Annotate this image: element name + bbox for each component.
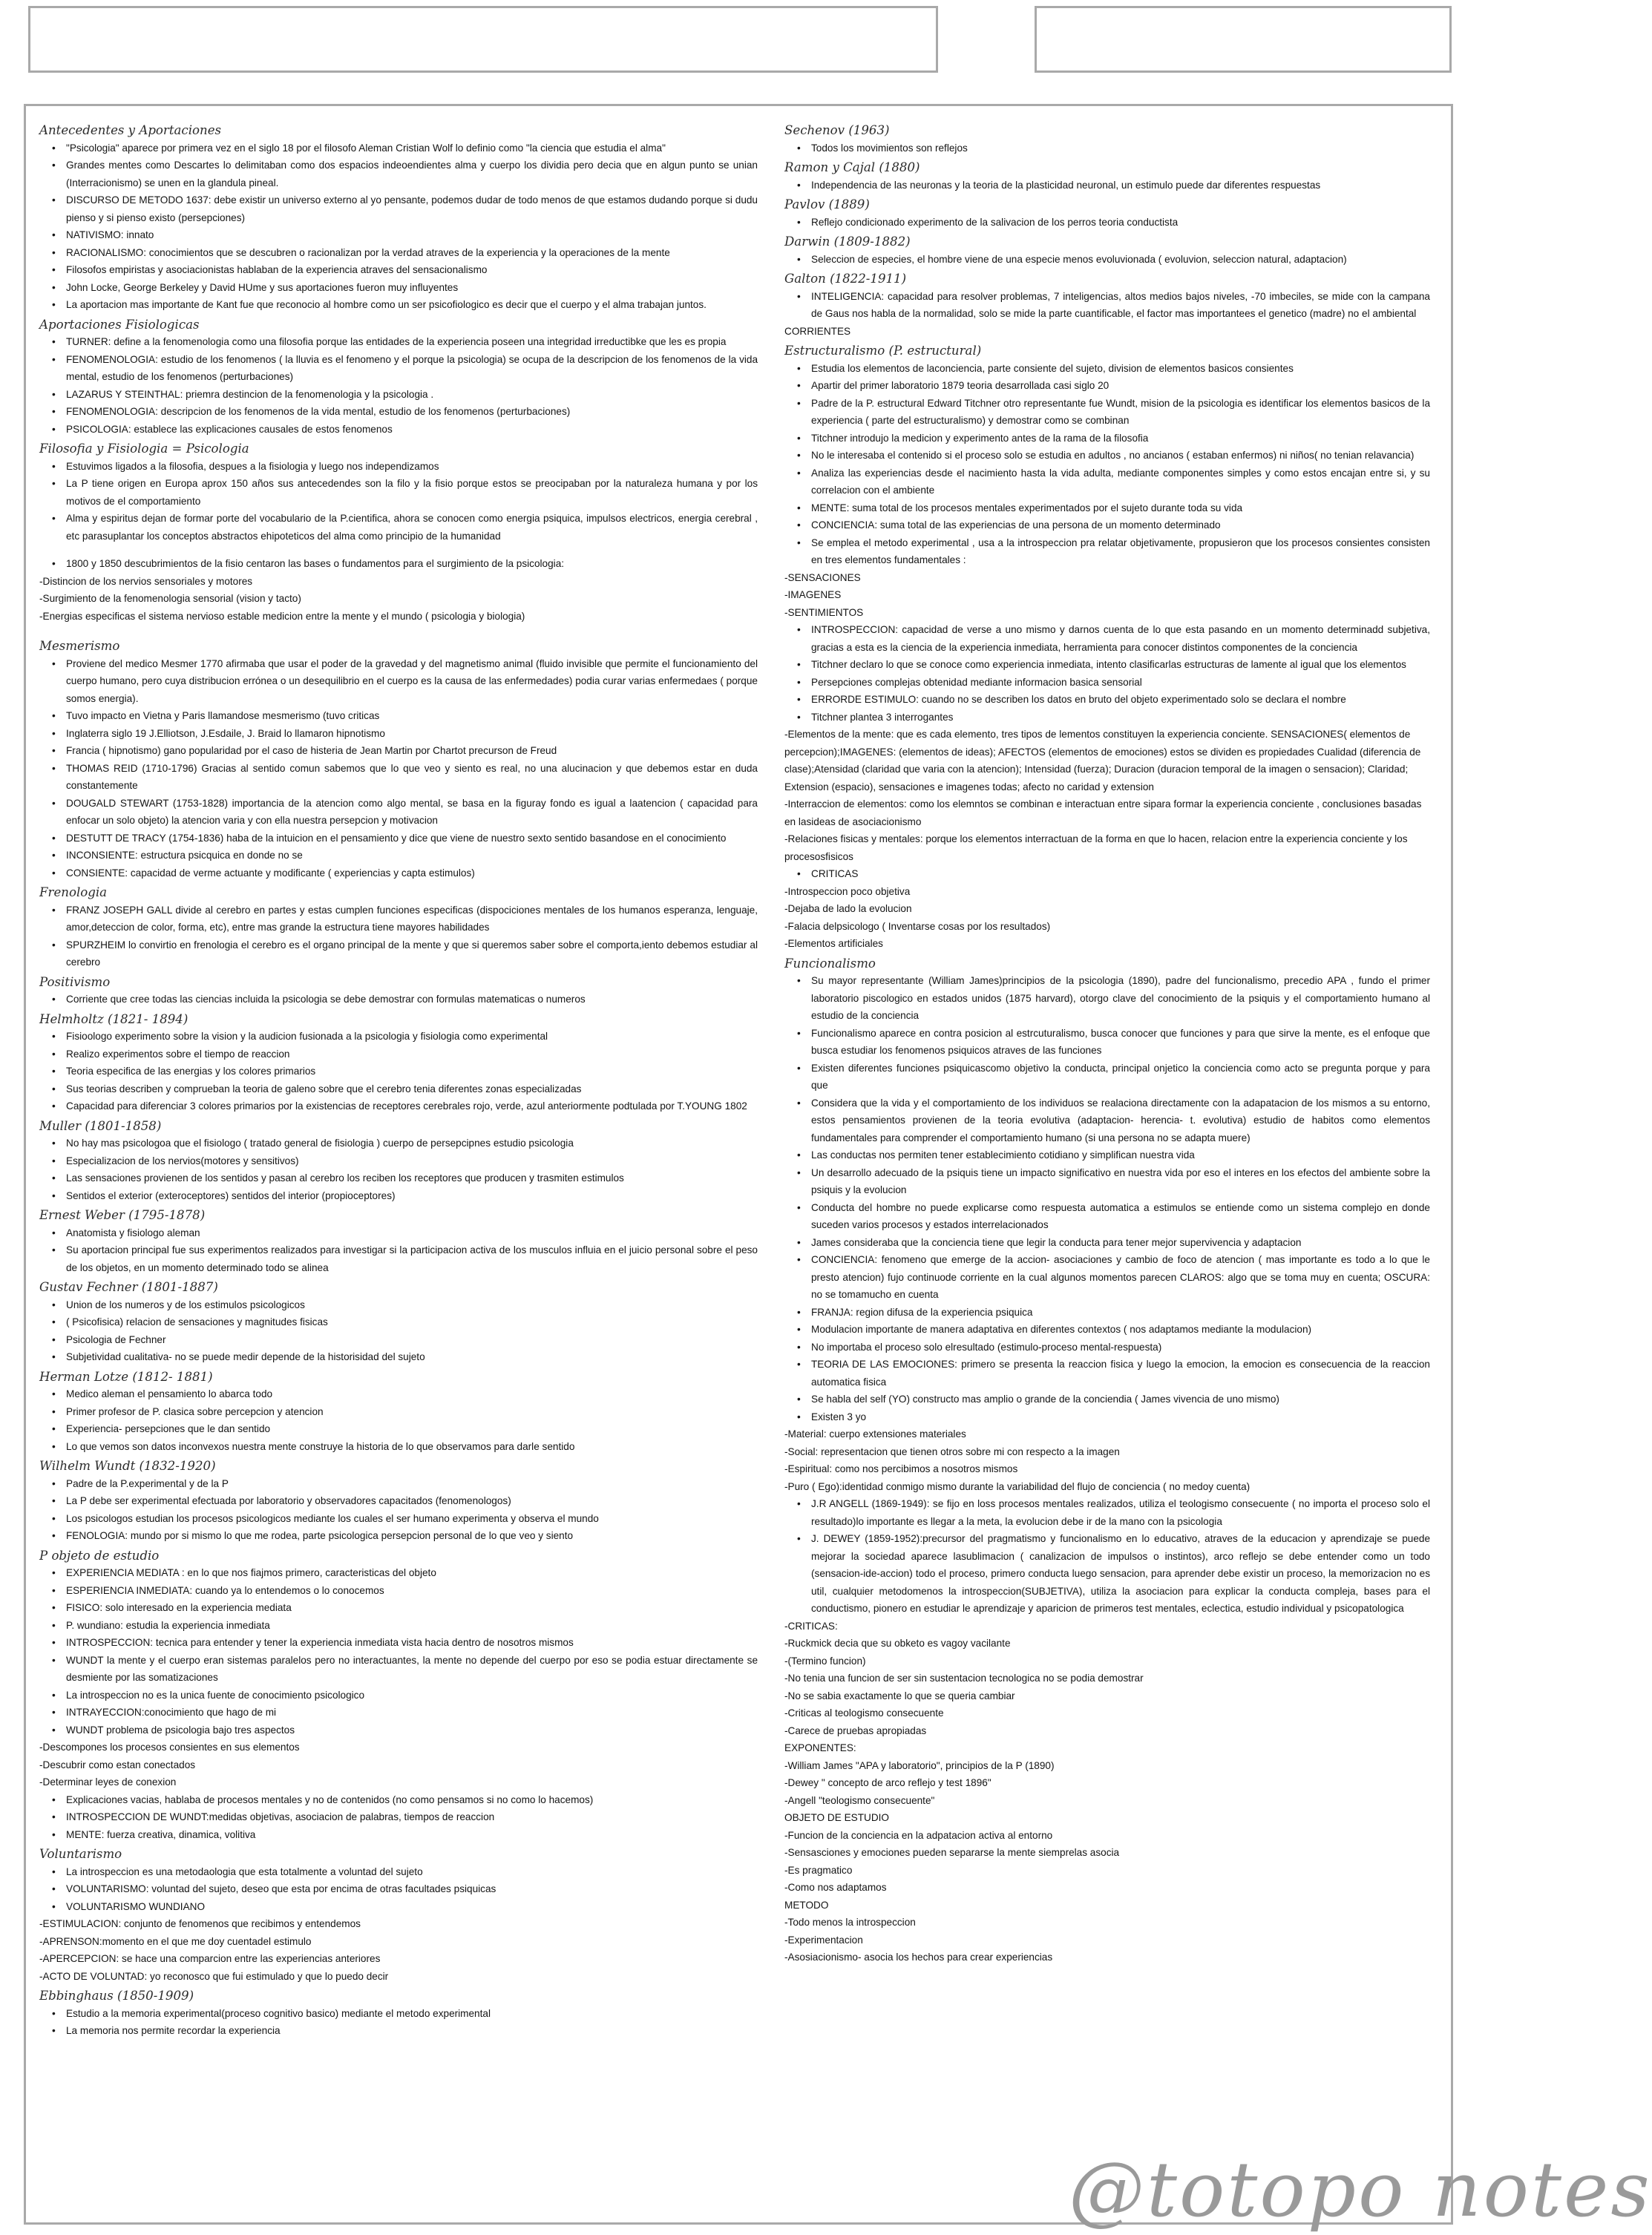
text-line: -Falacia delpsicologo ( Inventarse cosas por los resultados) (784, 920, 1051, 932)
section-heading: Ebbinghaus (1850-1909) (39, 1989, 194, 2003)
bullet-item: • La memoria nos permite recordar la experiencia (39, 2022, 758, 2040)
text-line: -APRENSON:momento en el que me doy cuentadel estimulo (39, 1935, 312, 1947)
spacer (39, 545, 758, 555)
bullet-item: • "Psicologia" aparece por primera vez en el siglo 18 por el filosofo Aleman Cristian Wolf lo definio como "la ciencia que estudia el alma" (39, 140, 758, 157)
bullet-item: • FENOLOGIA: mundo por si mismo lo que me rodea, parte psicologica persepcion personal de lo que veo y siento (39, 1527, 758, 1545)
bullet-item: • ESPERIENCIA INMEDIATA: cuando ya lo entendemos o lo conocemos (39, 1582, 758, 1600)
bullet-item: • PSICOLOGIA: establece las explicaciones causales de estos fenomenos (39, 421, 758, 439)
text-line: -ACTO DE VOLUNTAD: yo reconosco que fui estimulado y que lo puedo decir (39, 1970, 389, 1982)
text-line: -Elementos de la mente: que es cada elemento, tres tipos de lementos constituyen la experiencia conciente. SENSACIONES( elementos de percepcion);IMAGENES: (elementos de ideas); AFECTOS (elementos de emociones) estos se dividen es propiedades Cualidad (diferencia de clase);Atensidad (claridad que varia con la atencion); Intensidad (fuerza); Duracion (duracion temporal de la imagen o sensacion); Claridad; Extension (espacio), sensaciones e imagenes todas; afecto no caridad y extension (784, 729, 1421, 792)
text-line: -Funcion de la conciencia en la adpatacion activa al entorno (784, 1829, 1053, 1841)
text-line: -Dejaba de lado la evolucion (784, 903, 912, 914)
text-line: -APERCEPCION: se hace una comparcion entre las experiencias anteriores (39, 1953, 381, 1964)
bullet-item: • Teoria especifica de las energias y los colores primarios (39, 1063, 758, 1080)
section-heading: Funcionalismo (784, 956, 876, 971)
bullet-item: • Corriente que cree todas las ciencias incluida la psicologia se debe demostrar con formulas matematicas o numeros (39, 991, 758, 1008)
bullet-item: • Realizo experimentos sobre el tiempo de reaccion (39, 1046, 758, 1063)
bullet-item: • INTRAYECCION:conocimiento que hago de mi (39, 1704, 758, 1722)
bullet-item: • Inglaterra siglo 19 J.Elliotson, J.Esdaile, J. Braid lo llamaron hipnotismo (39, 725, 758, 743)
bullet-item: • Los psicologos estudian los procesos psicologicos mediante los cuales el ser humano experimenta y observa el mundo (39, 1510, 758, 1528)
bullet-item: • FENOMENOLOGIA: descripcion de los fenomenos de la vida mental, estudio de los fenomenos (perturbaciones) (39, 403, 758, 421)
section-heading: Wilhelm Wundt (1832-1920) (39, 1459, 216, 1473)
section-heading: Galton (1822-1911) (784, 272, 907, 286)
bullet-item: • Filosofos empiristas y asociacionistas hablaban de la experiencia atraves del sensacionalismo (39, 261, 758, 279)
bullet-item: • Sus teorias describen y comprueban la teoria de galeno sobre que el cerebro tenia diferentes zonas especializadas (39, 1080, 758, 1098)
text-line: -Energias especificas el sistema nervioso estable medicion entre la mente y el mundo ( psicologia y biologia) (39, 610, 525, 622)
bullet-item: • WUNDT problema de psicologia bajo tres aspectos (39, 1722, 758, 1739)
bullet-item: • TURNER: define a la fenomenologia como una filosofia porque las entidades de la experiencia poseen una integridad irreductibke que les es propia (39, 333, 758, 351)
text-line: -Sensasciones y emociones pueden separarse la mente siemprelas asocia (784, 1847, 1120, 1858)
bullet-item: • INTELIGENCIA: capacidad para resolver problemas, 7 inteligencias, altos medios bajos niveles, -70 imbeciles, se mide con la campana de Gaus nos habla de la normalidad, solo se mide la parte cuantificable, el factor mas importantees el genetico (madre) no el ambiental (784, 288, 1430, 323)
bullet-item: • Lo que vemos son datos inconvexos nuestra mente construye la historia de lo que observamos para darle sentido (39, 1438, 758, 1456)
bullet-item: • FRANZ JOSEPH GALL divide al cerebro en partes y estas cumplen funciones especificas (dispociciones mentales de los humanos esperanza, lenguaje, amor,deteccion de color, forma, etc), entre mas grande la estructura tiene mayores habilidades (39, 902, 758, 936)
text-line: -Criticas al teologismo consecuente (784, 1707, 944, 1719)
bullet-item: • Medico aleman el pensamiento lo abarca todo (39, 1385, 758, 1403)
section-heading: Aportaciones Fisiologicas (39, 317, 200, 332)
bullet-item: • La P tiene origen en Europa aprox 150 años sus antecedendes son la filo y la fisio porque estos se preocipaban por la naturaleza humana y por los motivos de el comportamiento (39, 475, 758, 510)
bullet-item: • Persepciones complejas obtenidad mediante informacion basica sensorial (784, 674, 1430, 692)
bullet-item: • Estudia los elementos de laconciencia, parte consiente del sujeto, division de elementos basicos consientes (784, 360, 1430, 378)
bullet-item: • La aportacion mas importante de Kant fue que reconocio al hombre como un ser psicofiologico es decir que el cuerpo y el alma trabajan juntos. (39, 296, 758, 314)
bullet-item: • DESTUTT DE TRACY (1754-1836) haba de la intuicion en el pensamiento y dice que viene de nuestro sexto sentido basandose en el conocimiento (39, 830, 758, 847)
bullet-item: • Padre de la P. estructural Edward Titchner otro representante fue Wundt, mision de la psicologia es identificar los elementos basicos de la experiencia ( parte del estructuralismo) y demostrar como se combinan (784, 395, 1430, 430)
text-line: -Descompones los procesos consientes en sus elementos (39, 1742, 300, 1753)
text-line: -William James "APA y laboratorio", principios de la P (1890) (784, 1759, 1055, 1771)
bullet-item: • VOLUNTARISMO WUNDIANO (39, 1898, 758, 1916)
section-heading: Voluntarismo (39, 1847, 122, 1861)
bullet-item: • No hay mas psicologoa que el fisiologo ( tratado general de fisiologia ) cuerpo de persepcipnes estudio psicologia (39, 1135, 758, 1152)
bullet-item: • Funcionalismo aparece en contra posicion al estrcuturalismo, busca conocer que funciones y para que sirve la mente, es el enfoque que busca estudiar los fenomenos psiquicos atraves de las funciones (784, 1025, 1430, 1060)
text-line: -Es pragmatico (784, 1864, 853, 1876)
bullet-item: • Titchner introdujo la medicion y experimento antes de la rama de la filosofia (784, 430, 1430, 447)
section-heading: Helmholtz (1821- 1894) (39, 1011, 189, 1026)
bullet-item: • Las conductas nos permiten tener establecimiento cotidiano y simplifican nuestra vida (784, 1146, 1430, 1164)
bullet-item: • ( Psicofisica) relacion de sensaciones y magnitudes fisicas (39, 1313, 758, 1331)
bullet-item: • Titchner plantea 3 interrogantes (784, 709, 1430, 726)
section-heading: Ernest Weber (1795-1878) (39, 1208, 206, 1222)
bullet-item: • WUNDT la mente y el cuerpo eran sistemas paralelos pero no interactuantes, la mente no depende del cuerpo por eso se podia estuar directamente se desmiente por las somatizaciones (39, 1652, 758, 1687)
bullet-item: • Modulacion importante de manera adaptativa en diferentes contextos ( nos adaptamos mediante la modulacion) (784, 1321, 1430, 1339)
bullet-item: • Capacidad para diferenciar 3 colores primarios por la existencias de receptores cerebrales rojo, verde, azul anteriormente podtulada por T.YOUNG 1802 (39, 1097, 758, 1115)
bullet-item: • Primer profesor de P. clasica sobre percepcion y atencion (39, 1403, 758, 1421)
bullet-item: • DOUGALD STEWART (1753-1828) importancia de la atencion como algo mental, se basa en la figuray fondo es igual a laatencion ( capacidad para enfocar un solo objeto) la atencion varia y con ella nuestra persepcion y motivacion (39, 795, 758, 830)
bullet-item: • Fisioologo experimento sobre la vision y la audicion fusionada a la psicologia y fisiologia como experimental (39, 1028, 758, 1046)
bullet-item: • La introspeccion es una metodaologia que esta totalmente a voluntad del sujeto (39, 1863, 758, 1881)
text-line: -Dewey " concepto de arco reflejo y test 1896" (784, 1777, 991, 1788)
bullet-item: • J.R ANGELL (1869-1949): se fijo en loss procesos mentales realizados, utiliza el teologismo consecuente ( no importa el proceso solo el resultado)lo importante es llegar a la meta, la evolucion debe ir de la mano con la psicologia (784, 1495, 1430, 1530)
text-line: -SENSACIONES (784, 571, 861, 583)
section-heading: Positivismo (39, 974, 111, 989)
section-heading: Muller (1801-1858) (39, 1118, 162, 1133)
bullet-item: • Psicologia de Fechner (39, 1331, 758, 1349)
bullet-item: • FENOMENOLOGIA: estudio de los fenomenos ( la lluvia es el fenomeno y el porque la psicologia) se ocupa de la descripcion de los fenomenos de la vida mental, estudio de los fenomenos (perturbaciones) (39, 351, 758, 386)
bullet-item: • NATIVISMO: innato (39, 226, 758, 244)
bullet-item: • Estuvimos ligados a la filosofia, despues a la fisiologia y luego nos independizamos (39, 458, 758, 476)
bullet-item: • Independencia de las neuronas y la teoria de la plasticidad neuronal, un estimulo puede dar diferentes respuestas (784, 177, 1430, 194)
section-heading: Estructuralismo (P. estructural) (784, 344, 982, 358)
text-line: -Espiritual: como nos percibimos a nosotros mismos (784, 1463, 1018, 1474)
bullet-item: • J. DEWEY (1859-1952):precursor del pragmatismo y funcionalismo en lo educativo, atraves de la educacion y aprendizaje se puede mejorar la sociedad aparece lasublimacion ( canalizacion de impulsos o instintos), arco reflejo se debe entender como un todo (sensacion-ide-accion) todo el proceso, primero conducta luego sensacion, para aprender debe existir un proceso, la memorizacion no es util, cualquier metodomenos la introspeccion(SUBJETIVA), utiliza la asociacion para explicar la conducta compleja, bases para el conductismo, pionero en estudiar le aprendizaje y aparicion de primeros test mentales, eclectica, estudio individual y psicopatologica (784, 1530, 1430, 1618)
bullet-item: • CONCIENCIA: suma total de las experiencias de una persona de un momento determinado (784, 516, 1430, 534)
bullet-item: • Analiza las experiencias desde el nacimiento hasta la vida adulta, mediante componentes simples y como estos encajan entre si, y su correlacion con el ambiente (784, 465, 1430, 499)
bullet-item: • Un desarrollo adecuado de la psiquis tiene un impacto significativo en nuestra vida por eso el interes en los efectos del ambiente sobre la psiquis y la evolucion (784, 1164, 1430, 1199)
bullet-item: • Reflejo condicionado experimento de la salivacion de los perros teoria conductista (784, 214, 1430, 232)
bullet-item: • James consideraba que la conciencia tiene que legir la conducta para tener mejor supervivencia y adaptacion (784, 1234, 1430, 1252)
bullet-item: • Francia ( hipnotismo) gano popularidad por el caso de histeria de Jean Martin por Chartot precurson de Freud (39, 742, 758, 760)
bullet-item: • INTROSPECCION DE WUNDT:medidas objetivas, asociacion de palabras, tiempos de reaccion (39, 1808, 758, 1826)
text-line: OBJETO DE ESTUDIO (784, 1812, 889, 1823)
bullet-item: • MENTE: fuerza creativa, dinamica, volitiva (39, 1826, 758, 1844)
bullet-item: • Estudio a la memoria experimental(proceso cognitivo basico) mediante el metodo experimental (39, 2005, 758, 2023)
bullet-item: • Su aportacion principal fue sus experimentos realizados para investigar si la participacion activa de los musculos influia en el juicio personal sobre el peso de los objetos, en un momento determinado todo se alinea (39, 1241, 758, 1276)
left-column (39, 119, 758, 2040)
bullet-item: • No le interesaba el contenido si el proceso solo se estudia en adultos , no ancianos ( estaban enfermos) ni niños( no tenian relavancia) (784, 447, 1430, 465)
bullet-item: • FISICO: solo interesado en la experiencia mediata (39, 1599, 758, 1617)
bullet-item: • Su mayor representante (William James)principios de la psicologia (1890), padre del funcionalismo, precedio APA , fundo el primer laboratorio piscologico en estados unidos (1875 harvard), otorgo clave del conocimiento de la psiquis y el comportamiento humano al estudio de la conciencia (784, 972, 1430, 1025)
bullet-item: • FRANJA: region difusa de la experiencia psiquica (784, 1304, 1430, 1322)
bullet-item: • Union de los numeros y de los estimulos psicologicos (39, 1296, 758, 1314)
section-heading: Darwin (1809-1882) (784, 234, 911, 249)
bullet-item: • Existen 3 yo (784, 1408, 1430, 1426)
bullet-item: • INTROSPECCION: tecnica para entender y tener la experiencia inmediata vista hacia dentro de nosotros mismos (39, 1634, 758, 1652)
bullet-item: • Proviene del medico Mesmer 1770 afirmaba que usar el poder de la gravedad y del magnetismo animal (fluido invisible que permite el funcionamiento del cuerpo humano, pero cuya distribucion errónea o un desequilibrio en el cuerpo es la causa de las enfermedades) podia curar varias enfermedaes ( porque somos energia). (39, 655, 758, 708)
bullet-item: • Apartir del primer laboratorio 1879 teoria desarrollada casi siglo 20 (784, 377, 1430, 395)
text-line: -IMAGENES (784, 589, 842, 600)
bullet-item: • Especializacion de los nervios(motores y sensitivos) (39, 1152, 758, 1170)
bullet-item: • Las sensaciones provienen de los sentidos y pasan al cerebro los reciben los receptores que producen y trasmiten estimulos (39, 1169, 758, 1187)
bullet-item: • Seleccion de especies, el hombre viene de una especie menos evoluvionada ( evoluvion, seleccion natural, adaptacion) (784, 251, 1430, 269)
text-line: -No tenia una funcion de ser sin sustentacion tecnologica no se podia demostrar (784, 1673, 1144, 1684)
bullet-item: • John Locke, George Berkeley y David HUme y sus aportaciones fueron muy influyentes (39, 279, 758, 297)
text-line: -Social: representacion que tienen otros sobre mi con respecto a la imagen (784, 1445, 1120, 1457)
bullet-item: • Se emplea el metodo experimental , usa a la introspeccion pra relatar objetivamente, propusieron que los procesos consientes consisten en tres elementos fundamentales : (784, 534, 1430, 569)
bullet-item: • RACIONALISMO: conocimientos que se descubren o racionalizan por la verdad atraves de la experiencia y la operaciones de la mente (39, 244, 758, 262)
bullet-item: • SPURZHEIM lo convirtio en frenologia el cerebro es el organo principal de la mente y que si queremos saber sobre el comporta,iento debemos estudiar al cerebro (39, 936, 758, 971)
section-heading: Antecedentes y Aportaciones (39, 123, 222, 137)
section-heading: Gustav Fechner (1801-1887) (39, 1280, 218, 1294)
bullet-item: • Todos los movimientos son reflejos (784, 140, 1430, 157)
notes-page (24, 104, 1453, 2225)
text-line: -Interraccion de elementos: como los elemntos se combinan e interactuan entre sipara formar la experiencia conciente , conclusiones basadas en lasideas de asociacionismo (784, 798, 1422, 827)
header-box-right (1035, 6, 1452, 73)
bullet-item: • LAZARUS Y STEINTHAL: priemra destincion de la fenomenologia y la psicologia . (39, 386, 758, 404)
text-line: -(Termino funcion) (784, 1655, 866, 1667)
bullet-item: • La P debe ser experimental efectuada por laboratorio y observadores capacitados (fenomenologos) (39, 1492, 758, 1510)
text-line: -Ruckmick decia que su obketo es vagoy vacilante (784, 1638, 1011, 1649)
text-line: EXPONENTES: (784, 1742, 856, 1753)
text-line: -Introspeccion poco objetiva (784, 885, 911, 897)
section-heading: Mesmerismo (39, 639, 120, 653)
bullet-item: • No importaba el proceso solo elresultado (estimulo-proceso mental-respuesta) (784, 1339, 1430, 1356)
bullet-item: • CONSIENTE: capacidad de verme actuante y modificante ( experiencias y capta estimulos) (39, 864, 758, 882)
section-heading: Pavlov (1889) (784, 197, 870, 211)
text-line: -Experimentacion (784, 1934, 863, 1946)
text-line: -Carece de pruebas apropiadas (784, 1724, 927, 1736)
bullet-item: • P. wundiano: estudia la experiencia inmediata (39, 1617, 758, 1635)
text-line: -Material: cuerpo extensiones materiales (784, 1428, 966, 1440)
bullet-item: • Se habla del self (YO) constructo mas amplio o grande de la conciendia ( James vivencia de uno mismo) (784, 1391, 1430, 1408)
bullet-item: • VOLUNTARISMO: voluntad del sujeto, deseo que esta por encima de otras facultades psiquicas (39, 1880, 758, 1898)
section-heading: Ramon y Cajal (1880) (784, 160, 920, 174)
bullet-item: • Subjetividad cualitativa- no se puede medir depende de la historisidad del sujeto (39, 1348, 758, 1366)
bullet-item: • Grandes mentes como Descartes lo delimitaban como dos espacios indeoendientes alma y cuerpo los dividia pero decia que en algun punto se unian (Interracionismo) se unen en la glandula pineal. (39, 157, 758, 191)
bullet-item: • CONCIENCIA: fenomeno que emerge de la accion- asociaciones y cambio de foco de atencion ( mas importante es todo a lo que le presto atencion) fujo continuode corriente en la cual algunos momentos parecen CLAROS: algo que se toma muy en cuenta; OSCURA: no se tomamucho en cuenta (784, 1251, 1430, 1304)
text-line: -ESTIMULACION: conjunto de fenomenos que recibimos y entendemos (39, 1918, 361, 1929)
right-column (784, 119, 1430, 1966)
spacer (39, 625, 758, 635)
text-line: -SENTIMIENTOS (784, 606, 864, 618)
text-line: -Angell "teologismo consecuente" (784, 1794, 935, 1806)
text-line: -Distincion de los nervios sensoriales y motores (39, 575, 253, 587)
text-line: CORRIENTES (784, 325, 851, 337)
header-box-left (28, 6, 938, 73)
text-line: -Descubrir como estan conectados (39, 1759, 196, 1770)
section-heading: Frenologia (39, 885, 108, 899)
text-line: -Como nos adaptamos (784, 1882, 887, 1893)
section-heading: P objeto de estudio (39, 1548, 160, 1563)
bullet-item: • 1800 y 1850 descubrimientos de la fisio centaron las bases o fundamentos para el surgimiento de la psicologia: (39, 555, 758, 573)
bullet-item: • DISCURSO DE METODO 1637: debe existir un universo externo al yo pensante, podemos dudar de todo menos de que estamos dudando porque si dudu pienso y si pienso existo (persepciones) (39, 191, 758, 226)
text-line: -Puro ( Ego):identidad conmigo mismo durante la variabilidad del flujo de conciencia ( no medoy cuenta) (784, 1480, 1251, 1492)
bullet-item: • MENTE: suma total de los procesos mentales experimentados por el sujeto durante toda su vida (784, 499, 1430, 517)
text-line: -No se sabia exactamente lo que se queria cambiar (784, 1690, 1015, 1701)
bullet-item: • Titchner declaro lo que se conoce como experiencia inmediata, intento clasificarlas estructuras de lamente al igual que los elementos (784, 656, 1430, 674)
bullet-item: • Experiencia- persepciones que le dan sentido (39, 1420, 758, 1438)
section-heading: Herman Lotze (1812- 1881) (39, 1369, 213, 1384)
bullet-item: • EXPERIENCIA MEDIATA : en lo que nos fiajmos primero, caracteristicas del objeto (39, 1564, 758, 1582)
watermark: @totopo notes (1069, 2146, 1652, 2234)
bullet-item: • INCONSIENTE: estructura psicquica en donde no se (39, 847, 758, 864)
text-line: -CRITICAS: (784, 1620, 838, 1632)
bullet-item: • Conducta del hombre no puede explicarse como respuesta automatica a estimulos se entiende como un sistema complejo en donde suceden varios procesos y estados interrelacionados (784, 1199, 1430, 1234)
text-line: -Surgimiento de la fenomenologia sensorial (vision y tacto) (39, 593, 301, 604)
section-heading: Filosofia y Fisiologia = Psicologia (39, 442, 249, 456)
text-line: -Elementos artificiales (784, 938, 883, 949)
bullet-item: • Alma y espiritus dejan de formar porte del vocabulario de la P.cientifica, ahora se conocen como energia psiquica, impulsos electricos, energia cerebral , etc parasuplantar los conceptos abstractos ehipoteticos del alma como principio de la humanidad (39, 510, 758, 545)
bullet-item: • Sentidos el exterior (exteroceptores) sentidos del interior (propioceptores) (39, 1187, 758, 1205)
bullet-item: • Considera que la vida y el comportamiento de los individuos se realaciona directamente con la adapatacion de los mismos a su entorno, estos pensamientos provienen de la teoria evolutiva (adaptacion- herencia- t. evolutiva) estudio de habitos como elementos fundamentales para comprender el comportamiento humano (si una persona no se adapta muere) (784, 1094, 1430, 1147)
bullet-item: • Anatomista y fisiologo aleman (39, 1224, 758, 1242)
bullet-item: • TEORIA DE LAS EMOCIONES: primero se presenta la reaccion fisica y luego la emocion, la emocion es consecuencia de la reaccion automatica fisica (784, 1356, 1430, 1391)
bullet-item: • Padre de la P.experimental y de la P (39, 1475, 758, 1493)
text-line: -Relaciones fisicas y mentales: porque los elementos interractuan de la forma en que lo hacen, relacion entre la experiencia conciente y los procesosfisicos (784, 833, 1408, 862)
bullet-item: • Explicaciones vacias, hablaba de procesos mentales y no de contenidos (no como pensamos si no como lo hacemos) (39, 1791, 758, 1809)
section-heading: Sechenov (1963) (784, 123, 890, 137)
text-line: METODO (784, 1899, 829, 1911)
text-line: -Asosiacionismo- asocia los hechos para crear experiencias (784, 1952, 1053, 1963)
bullet-item: • ERRORDE ESTIMULO: cuando no se describen los datos en bruto del objeto experimentado solo se declara el nombre (784, 691, 1430, 709)
bullet-item: • THOMAS REID (1710-1796) Gracias al sentido comun sabemos que lo que veo y siento es real, no una alucinacion y que debemos estar en duda constantemente (39, 760, 758, 795)
text-line: -Todo menos la introspeccion (784, 1917, 916, 1928)
text-line: -Determinar leyes de conexion (39, 1776, 177, 1788)
bullet-item: • INTROSPECCION: capacidad de verse a uno mismo y darnos cuenta de lo que esta pasando en un momento determinadd subjetiva, gracias a esta es la ciencia de la experiencia inmediata, herramienta para conocer distintos componentes de la conciencia (784, 621, 1430, 656)
bullet-item: • Existen diferentes funciones psiquicascomo objetivo la conducta, principal onjetico la conciencia como acto se pregunta porque y para que (784, 1060, 1430, 1094)
bullet-item: • Tuvo impacto en Vietna y Paris llamandose mesmerismo (tuvo criticas (39, 707, 758, 725)
bullet-item: • La introspeccion no es la unica fuente de conocimiento psicologico (39, 1687, 758, 1704)
bullet-item: • CRITICAS (784, 865, 1430, 883)
